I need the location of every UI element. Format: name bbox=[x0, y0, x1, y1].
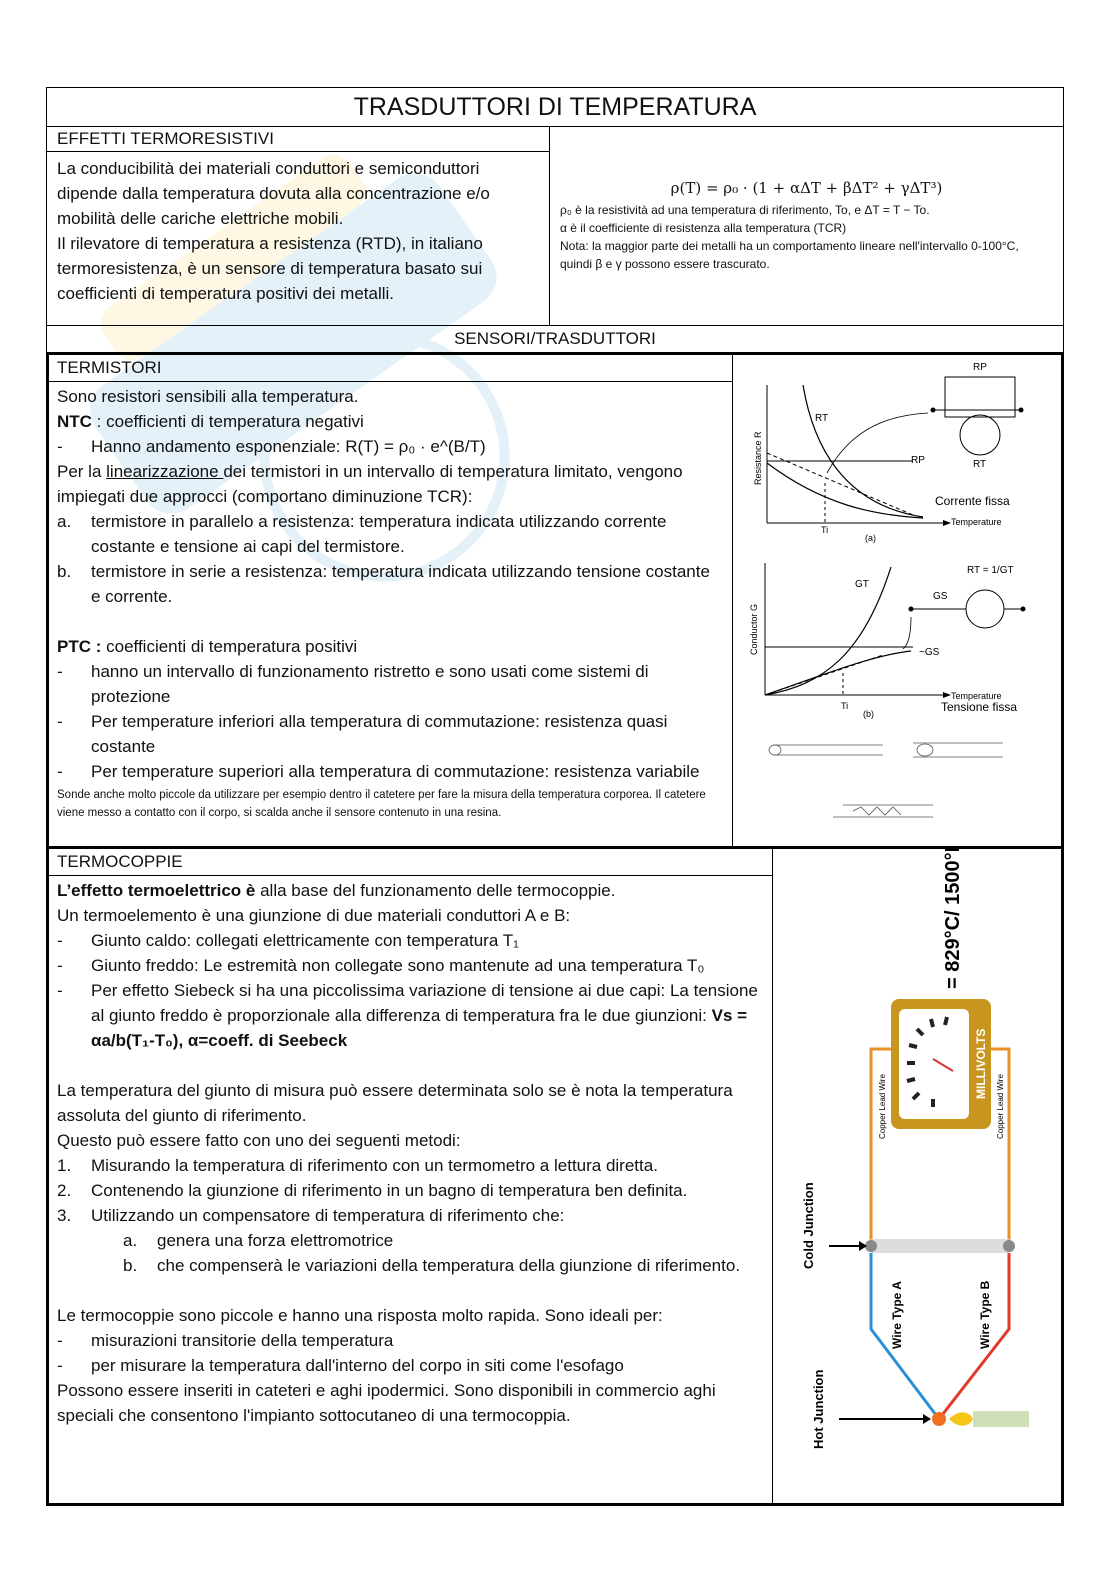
note-linear: Nota: la maggior parte dei metalli ha un comportamento lineare nell'intervallo 0-100°C, quindi β e γ possono essere trascurato. bbox=[560, 239, 1019, 271]
torch-icon bbox=[973, 1411, 1029, 1427]
termistori-header: TERMISTORI bbox=[49, 355, 732, 382]
thermocouple-figure bbox=[773, 849, 1061, 1499]
meter-label: MILLIVOLTS bbox=[974, 1028, 988, 1099]
method-3b: che compenserà le variazioni della temperatura della giunzione di riferimento. bbox=[157, 1256, 741, 1275]
fig-b-note: Tensione fissa bbox=[941, 700, 1018, 714]
lin-post: dei termistori in un intervallo di temperatura limitato, vengono impiegati due approcci (comportano diminuzione TCR): bbox=[57, 462, 683, 506]
combined-curve bbox=[767, 463, 923, 518]
rp-circuit: RP bbox=[973, 362, 987, 373]
gt-curve bbox=[765, 567, 891, 695]
fig-b-xlabel: Temperature bbox=[951, 691, 1002, 701]
effetti-header: EFFETTI TERMORESISTIVI bbox=[47, 127, 549, 152]
seebeck-formula: Vs = αa/b(T₁-T₀), α=coeff. di Seebeck bbox=[91, 1006, 748, 1050]
ptc-text: coefficienti di temperatura positivi bbox=[101, 637, 358, 656]
method-2: Contenendo la giunzione di riferimento in un bagno di temperatura ben definita. bbox=[91, 1181, 688, 1200]
ptc-label: PTC : bbox=[57, 637, 102, 656]
probe-sketches bbox=[769, 743, 1003, 817]
cold-label: Cold Junction bbox=[801, 1182, 816, 1269]
effetti-section bbox=[46, 127, 1064, 326]
termocoppie-section: TERMOCOPPIE L’effetto termoelettrico è alla base del funzionamento delle termocoppie. Un termoelemento è una giunzione di due materiali conduttori A e B: - Giunto caldo: collegati elettricamente con temperatura T₁ - Giunto freddo: Le estremità non collegate sono mantenute ad una temperatura T₀ - Per effetto Siebeck si ha una piccolissima variazione di tensione ai due capi: La tensione al giunto freddo è proporzionale alla differenza di temperatura fra le due giunzioni: Vs = αa/b(T₁-T₀), α=coeff. di Seebeck La temperatura del giunto di misura può essere determinata solo se è nota la temperatura assoluta del giunto di riferimento. Questo può essere fatto con uno dei seguenti metodi: 1. Misurando la temperatura di riferimento con un termometro a lettura diretta. 2. Contenendo la giunzione di riferimento in un bagno di temperatura ben definita. 3. Utilizzando un compensatore di temperatura di riferimento che: a. genera una forza elettromotrice b. che compenserà le variazioni della temperatura della giunzione di riferimento. Le termocoppie sono piccole e hanno una risposta molto rapida. Sono ideali per: - misurazioni transitorie della temperatura - per misurare la temperatura dall'interno del corpo in siti come l'esofago Possono essere inseriti in cateteri e aghi ipodermici. Sono disponibili in commercio aghi speciali che consentono l'impianto sottocutaneo di una termocoppia. = 829°C/ 1500°F MILLIVOLTS Copper Lead Wire Copper Lead Wire Cold Junction Wire Type A Wire Type B Hot Junction bbox=[46, 849, 1064, 1506]
rt-circuit: RT bbox=[973, 459, 987, 470]
page-title: TRASDUTTORI DI TEMPERATURA bbox=[46, 87, 1064, 127]
ptc-item-3: Per temperature superiori alla temperatura di commutazione: resistenza variabile bbox=[91, 762, 700, 781]
lin-pre: Per la bbox=[57, 462, 107, 481]
lead-label-right: Copper Lead Wire bbox=[996, 1074, 1005, 1139]
fig-b-ylabel: Conductor G bbox=[749, 603, 759, 655]
effect-bold: L’effetto termoelettrico è bbox=[57, 881, 256, 900]
rt-label: RT bbox=[815, 413, 829, 424]
termistori-section: TERMISTORI Sono resistori sensibili alla temperatura. NTC : coefficienti di temperatura negativi - Hanno andamento esponenziale: R(T) = ρ₀ · e^(B/T) Per la linearizzazione dei termistori in un intervallo di temperatura limitato, vengono impiegati due approcci (comportano diminuzione TCR): a. termistore in parallelo a resistenza: temperatura indicata utilizzando corrente costante e tensione ai capi del termistore. b. termistore in serie a resistenza: temperatura indicata utilizzando tensione costante e corrente. PTC : coefficienti di temperatura positivi - hanno un intervallo di funzionamento ristretto e sono usati come sistemi di protezione - Per temperature inferiori alla temperatura di commutazione: resistenza quasi costante - Per temperature superiori alla temperatura di commutazione: resistenza variabile Sonde anche molto piccole da utilizzare per esempio dentro il catetere per fare la misura della temperatura corporea. Il catetere viene messo a contatto con il corpo, si scalda anche il sensore contenuto in una resina. Resistance R Temperature RT RP Ti (a) RP RT Corrente fissa Conductor G Temperature GT −GS Ti (b) Tensione fissa GS RT = 1/GT bbox=[46, 352, 1064, 849]
method-3: Utilizzando un compensatore di temperatura di riferimento che: bbox=[91, 1206, 565, 1225]
method-1: Misurando la temperatura di riferimento con un termometro a lettura diretta. bbox=[91, 1156, 658, 1175]
effect-rest: alla base del funzionamento delle termocoppie. bbox=[255, 881, 616, 900]
wire-a bbox=[871, 1253, 939, 1419]
tc-item-1: Giunto caldo: collegati elettricamente con temperatura T₁ bbox=[91, 931, 519, 950]
sensors-header: SENSORI/TRASDUTTORI bbox=[46, 326, 1064, 352]
termistori-small-note: Sonde anche molto piccole da utilizzare per esempio dentro il catetere per fare la misura della temperatura corporea. Il catetere viene messo a contatto con il corpo, si scalda anche il sensore contenuto in una resina. bbox=[57, 789, 706, 819]
fig-a-ylabel: Resistance R bbox=[753, 431, 763, 485]
ptc-item-1: hanno un intervallo di funzionamento ristretto e sono usati come sistemi di protezione bbox=[91, 662, 649, 706]
resistivity-formula: ρ(T) = ρ₀ · (1 + αΔT + βΔT² + γΔT³) bbox=[670, 179, 943, 197]
method-3a: genera una forza elettromotrice bbox=[157, 1231, 394, 1250]
wire-a-label: Wire Type A bbox=[890, 1281, 904, 1349]
wire-b bbox=[939, 1253, 1009, 1419]
rt-eq-label: RT = 1/GT bbox=[967, 565, 1014, 576]
hot-junction bbox=[932, 1412, 946, 1426]
effetti-p2: Il rilevatore di temperatura a resistenza (RTD), in italiano termoresistenza, è un sensore di temperatura basato sui coefficienti di temperatura positivi dei metalli. bbox=[57, 234, 483, 303]
page bbox=[46, 87, 1064, 1506]
thermistor-figure bbox=[733, 355, 1061, 843]
ntc-text: : coefficienti di temperatura negativi bbox=[91, 412, 364, 431]
use-1: misurazioni transitorie della temperatura bbox=[91, 1331, 394, 1350]
cold-junction-block bbox=[871, 1239, 1009, 1253]
lin-word: linearizzazione bbox=[106, 462, 224, 481]
tc-measure-text: La temperatura del giunto di misura può essere determinata solo se è nota la temperatura assoluta del giunto di riferimento. bbox=[57, 1081, 733, 1125]
tc-end-text: Possono essere inseriti in cateteri e aghi ipodermici. Sono disponibili in commercio aghi speciali che consentono l'impianto sottocutaneo di una termocoppia. bbox=[57, 1381, 716, 1425]
rt-curve bbox=[803, 385, 923, 517]
fig-a-xlabel: Temperature bbox=[951, 517, 1002, 527]
tc-small-text: Le termocoppie sono piccole e hanno una risposta molto rapida. Sono ideali per: bbox=[57, 1306, 663, 1325]
ti-label-b: Ti bbox=[841, 701, 849, 711]
item-b: termistore in serie a resistenza: temperatura indicata utilizzando tensione costante e corrente. bbox=[91, 562, 710, 606]
tc-item-2: Giunto freddo: Le estremità non collegate sono mantenute ad una temperatura T₀ bbox=[91, 956, 705, 975]
use-2: per misurare la temperatura dall'interno del corpo in siti come l'esofago bbox=[91, 1356, 624, 1375]
meter-reading: = 829°C/ 1500°F bbox=[942, 849, 964, 989]
flame-icon bbox=[949, 1412, 973, 1426]
ti-label-a: Ti bbox=[821, 525, 829, 535]
item-a: termistore in parallelo a resistenza: temperatura indicata utilizzando corrente costante e tensione ai capi del termistore. bbox=[91, 512, 667, 556]
rp-label: RP bbox=[911, 455, 925, 466]
effetti-p1: La conducibilità dei materiali conduttori e semiconduttori dipende dalla temperatura dovuta alla concentrazione e/o mobilità delle cariche elettriche mobili. bbox=[57, 159, 490, 228]
combined-curve-b bbox=[765, 651, 911, 695]
linear-approx-a bbox=[767, 453, 913, 515]
wire-b-label: Wire Type B bbox=[978, 1280, 992, 1349]
fig-a-note: Corrente fissa bbox=[935, 494, 1010, 508]
note-rho: ρ₀ è la resistività ad una temperatura di riferimento, To, e ΔT = T − To. bbox=[560, 203, 930, 217]
lead-label-left: Copper Lead Wire bbox=[878, 1074, 887, 1139]
termoelemento-def: Un termoelemento è una giunzione di due materiali conduttori A e B: bbox=[57, 906, 571, 925]
ntc-label: NTC bbox=[57, 412, 92, 431]
ntc-item: Hanno andamento esponenziale: R(T) = ρ₀ · e^(B/T) bbox=[91, 437, 486, 456]
termistori-intro: Sono resistori sensibili alla temperatura. bbox=[57, 387, 359, 406]
gt-label: GT bbox=[855, 579, 869, 590]
gs-label: GS bbox=[933, 591, 948, 602]
tc-methods-text: Questo può essere fatto con uno dei seguenti metodi: bbox=[57, 1131, 461, 1150]
ptc-item-2: Per temperature inferiori alla temperatura di commutazione: resistenza quasi costante bbox=[91, 712, 668, 756]
mgs-label: −GS bbox=[919, 647, 940, 658]
note-alpha: α è il coefficiente di resistenza alla temperatura (TCR) bbox=[560, 221, 847, 235]
hot-label: Hot Junction bbox=[811, 1369, 826, 1449]
fig-b-tag: (b) bbox=[863, 709, 874, 719]
termocoppie-header: TERMOCOPPIE bbox=[49, 849, 772, 876]
tc-item-3: Per effetto Siebeck si ha una piccolissima variazione di tensione ai due capi: La tensione al giunto freddo è proporzionale alla differenza di temperatura fra le due giunzioni: bbox=[91, 981, 758, 1025]
fig-a-tag: (a) bbox=[865, 533, 876, 543]
